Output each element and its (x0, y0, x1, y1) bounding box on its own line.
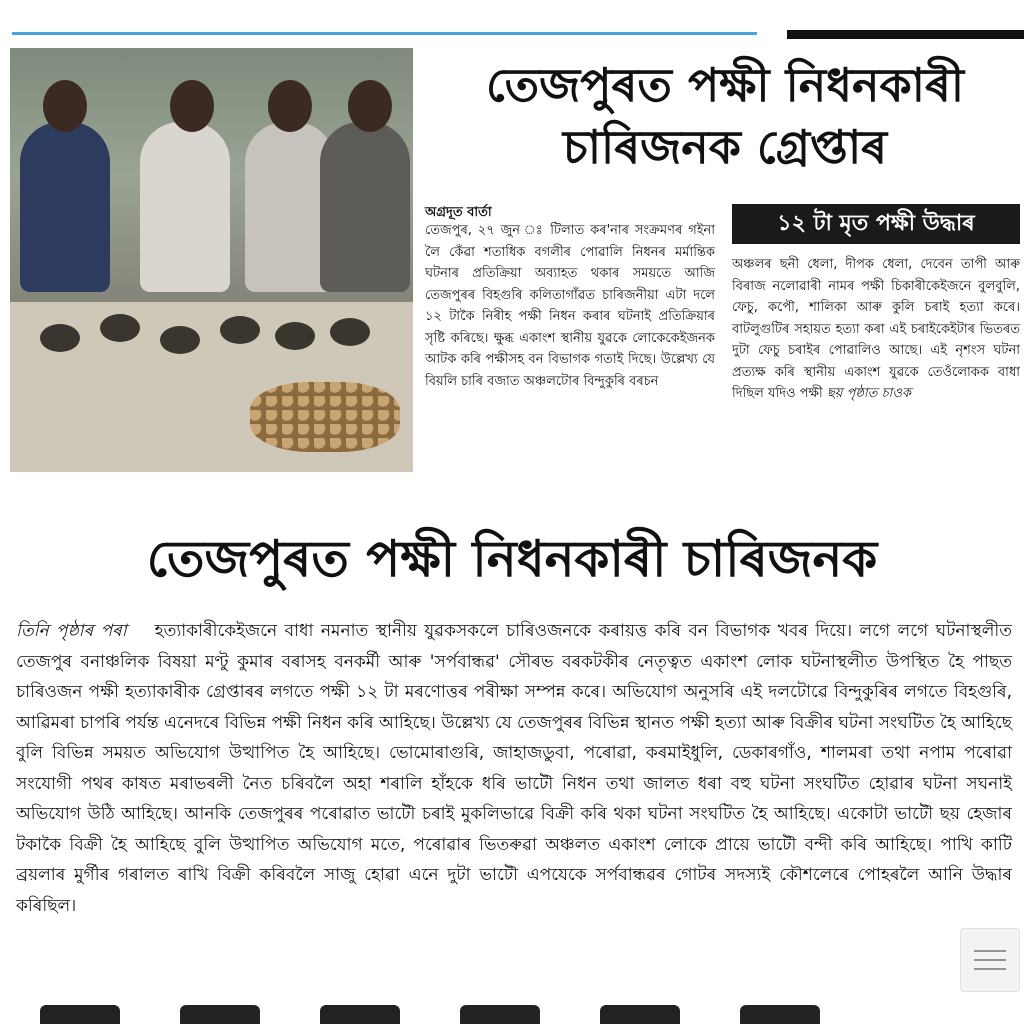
top-rule-blue (12, 32, 757, 35)
top-rule-black (787, 30, 1024, 39)
continued-from: তিনি পৃষ্ঠাৰ পৰা (16, 621, 127, 641)
article-headline: তেজপুৰত পক্ষী নিধনকাৰী চাৰিজনক (146, 530, 878, 588)
clipping-column-2 (732, 254, 1020, 405)
next-headline-cutoff (40, 1005, 940, 1024)
subhead-box: ১২ টা মৃত পক্ষী উদ্ধাৰ (732, 204, 1020, 244)
news-photo (10, 48, 413, 472)
hamburger-menu-icon[interactable] (960, 928, 1020, 992)
article-body-text: হত্যাকাৰীকেইজনে বাধা নমনাত স্থানীয় যুৱকসকলে চাৰিওজনকে কৰায়ত্ত কৰি বন বিভাগক খবৰ দিয়ে। লগে লগে ঘটনাস্থলীত তেজপুৰ বনাঞ্চলিক বিষয়া মণ্টু কুমাৰ বৰাসহ বনকৰ্মী আৰু 'সৰ্পবান্ধৱ' সৌৰভ বৰকটকীৰ নেতৃত্বত একাংশ লোক ঘটনাস্থলীত উপস্থিত হৈ পাছত চাৰিওজন পক্ষী হত্যাকাৰীক গ্ৰেপ্তাৰৰ লগতে পক্ষী ১২ টা মৰণোত্তৰ পৰীক্ষা সম্পন্ন কৰে। অভিযোগ অনুসৰি এই দলটোৱে বিন্দুকুৰিৰ লগতে বিহগুৰি, আৱিমৰা চাপৰি পৰ্যন্ত এনেদৰে বিভিন্ন পক্ষী নিধন কৰি আহিছে। উল্লেখ্য যে তেজপুৰৰ বিভিন্ন স্থানত পক্ষী হত্যা আৰু বিক্ৰীৰ ঘটনা সংঘটিত হৈ আহিছে বুলি বিভিন্ন সময়ত অভিযোগ উত্থাপিত হৈ আহিছে। ভোমোৰাগুৰি, জাহাজডুবা, পৰোৱা, কৰমাইধুলি, ডেকাৰগাঁও, শালমৰা তথা নপাম পৰোৱা সংযোগী পথৰ কাষত মৰাভৰলী নৈত চৰিবলৈ অহা শৰালি হাঁহকে ধৰি ভাটৌ নিধন তথা জালত ধৰা বহু ঘটনা সংঘটিত হোৱাৰ ঘটনা সঘনাই অভিযোগ উঠি আহিছে। আনকি তেজপুৰৰ পৰোৱাত ভাটৌ চৰাই মুকলিভাৱে বিক্ৰী কৰি থকা ঘটনা সংঘটিত হৈ আহিছে। একোটা ভাটৌ ছয় হেজাৰ টকাকৈ বিক্ৰী হৈ আহিছে বুলি উত্থাপিত অভিযোগ মতে, পৰোৱাৰ ভিতৰুৱা অঞ্চলত একাংশ লোকে প্ৰায়ে ভাটৌ বন্দী কৰি আহিছে। পাখি কাটি ব্ৰয়লাৰ মুৰ্গীৰ গৰালত ৰাখি বিক্ৰী কৰিবলৈ সাজু হোৱা এনে দুটা ভাটৌ এপযেকে সৰ্পবান্ধৱৰ গোটৰ সদস্যই কৌশলেৰে পোহৰলৈ আনি উদ্ধাৰ কৰিছিল। (16, 621, 1012, 916)
byline: অগ্ৰদূত বাৰ্তা (425, 205, 492, 220)
clipping-headline: তেজপুৰত পক্ষী নিধনকাৰী চাৰিজনক গ্ৰেপ্তাৰ (485, 58, 965, 174)
article-body (16, 616, 1012, 921)
clipping-column-1: তেজপুৰ, ২৭ জুন ঃ টিলাত কৰ'নাৰ সংক্ৰমণৰ গইনা লৈ কেঁৱা শতাধিক বগলীৰ পোৱালি নিধনৰ মৰ্মান্তিক ঘটনাৰ প্ৰতিক্ৰিয়া অব্যাহত থকাৰ সময়তে আজি তেজপুৰৰ বিহগুৰি কলিতাগাঁৱত চাৰিজনীয়া এটা দলে ১২ টাকৈ নিৰীহ পক্ষী নিধন কৰাৰ ঘটনাই প্ৰতিক্ৰিয়াৰ সৃষ্টি কৰিছে। ক্ষুব্ধ একাংশ স্থানীয় যুৱকে লোকেকেইজনক আটক কৰি পক্ষীসহ বন বিভাগক গতাই দিছে। উল্লেখ্য যে বিয়লি চাৰি বজাত অঞ্চলটোৰ বিন্দুকুৰি বৰচন (425, 223, 715, 389)
column-2-text: অঞ্চলৰ ছনী ধেলা, দীপক ধেলা, দেবেন তাপী আৰু বিৰাজ নলোৱাৰী নামৰ পক্ষী চিকাৰীকেইজনে বুলবুলি, ফেচু, কপৌ, শালিকা আৰু কুলি চৰাই হত্যা কৰে। বাটলুগুটিৰ সহায়ত হত্যা কৰা এই চৰাইকেইটাৰ ভিতৰত দুটা ফেচু চৰাইৰ পোৱালিও আছে। এই নৃশংস ঘটনা প্ৰত্যক্ষ কৰি স্থানীয় একাংশ যুৱকে তেওঁলোকক বাধা দিছিল যদিও পক্ষী (732, 257, 1020, 401)
continued-note: ছয় পৃষ্ঠাত চাওক (826, 386, 911, 401)
